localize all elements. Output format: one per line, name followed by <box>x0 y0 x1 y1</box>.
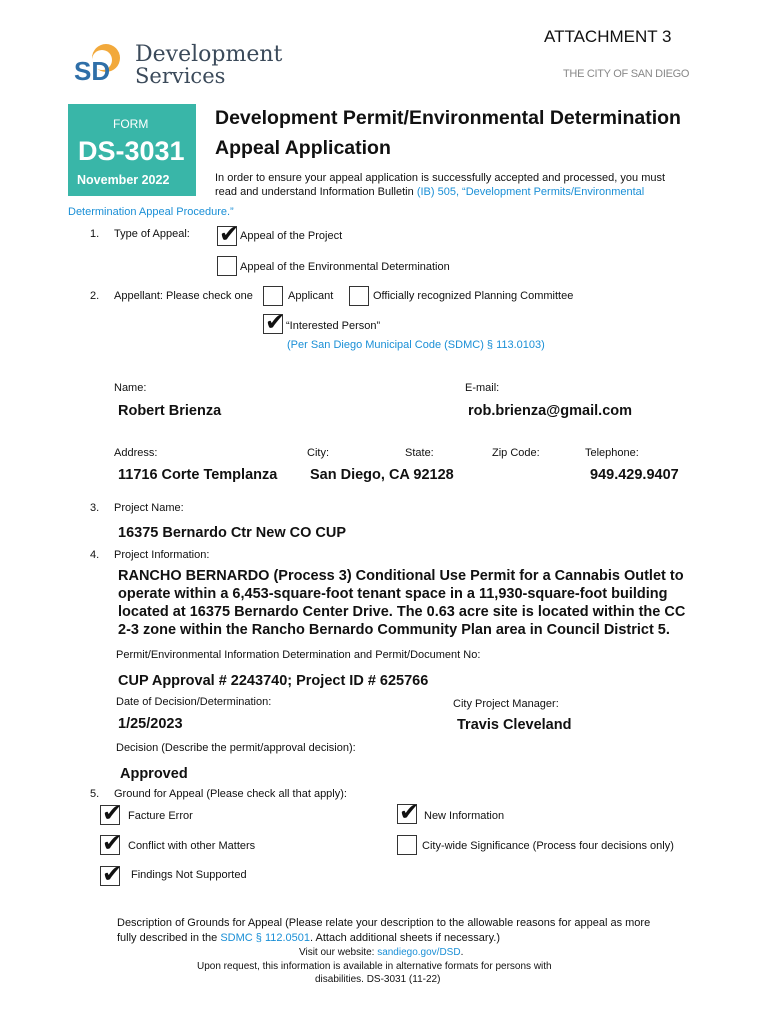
city-label: THE CITY OF SAN DIEGO <box>563 68 690 80</box>
attachment-label: ATTACHMENT 3 <box>544 27 672 46</box>
website-line <box>299 947 463 958</box>
form-box <box>68 104 196 196</box>
planning-committee-checkbox[interactable] <box>349 286 369 306</box>
form-title-line2: Appeal Application <box>215 137 391 159</box>
city-field-label: City: <box>307 447 329 459</box>
grounds-label: Ground for Appeal (Please check all that apply): <box>114 788 347 800</box>
alt-formats-line1: Upon request, this information is available in alternative formats for persons with <box>197 961 552 972</box>
logo-mark: SD <box>74 56 111 86</box>
dsd-website-link[interactable]: sandiego.gov/DSD <box>377 947 461 958</box>
section-4-num: 4. <box>90 549 100 561</box>
facture-error-label: Facture Error <box>128 810 193 822</box>
address-label: Address: <box>114 447 158 459</box>
project-manager-value: Travis Cleveland <box>457 717 572 733</box>
type-of-appeal-label: Type of Appeal: <box>114 228 190 240</box>
permit-value: CUP Approval # 2243740; Project ID # 625766 <box>118 673 429 689</box>
permit-label: Permit/Environmental Information Determination and Permit/Document No: <box>116 649 481 661</box>
project-info-label: Project Information: <box>114 549 210 561</box>
section-2-num: 2. <box>90 290 100 302</box>
decision-date-label: Date of Decision/Determination: <box>116 696 272 708</box>
section-3-num: 3. <box>90 502 100 514</box>
grounds-description-line1: Description of Grounds for Appeal (Please relate your description to the allowable reasons for appeal as more <box>117 917 651 929</box>
zip-label: Zip Code: <box>492 447 540 459</box>
findings-label: Findings Not Supported <box>131 869 247 881</box>
telephone-value: 949.429.9407 <box>590 467 679 483</box>
telephone-label: Telephone: <box>585 447 639 459</box>
intro-line2 <box>215 186 644 198</box>
citywide-label: City-wide Significance (Process four decisions only) <box>422 840 674 852</box>
planning-committee-label: Officially recognized Planning Committee <box>373 290 574 302</box>
appeal-env-checkbox[interactable] <box>217 256 237 276</box>
conflict-label: Conflict with other Matters <box>128 840 256 852</box>
sd-logo <box>72 42 122 88</box>
logo-icon <box>72 42 122 88</box>
applicant-checkbox[interactable] <box>263 286 283 306</box>
appeal-project-label: Appeal of the Project <box>240 230 343 242</box>
decision-value: Approved <box>120 766 188 782</box>
project-manager-label: City Project Manager: <box>453 698 559 710</box>
intro-text: read and understand Information Bulletin <box>215 186 417 198</box>
checkmark-icon: ✔ <box>102 799 123 827</box>
form-label: FORM <box>113 117 149 131</box>
project-info-line2: operate within a 6,453-square-foot tenant space in a 11,930-square-foot building <box>118 586 668 602</box>
name-value: Robert Brienza <box>118 403 222 419</box>
form-date: November 2022 <box>77 173 170 187</box>
email-label: E-mail: <box>465 382 500 394</box>
decision-date-value: 1/25/2023 <box>118 716 183 732</box>
ib505-link-cont[interactable]: Determination Appeal Procedure.” <box>68 206 234 218</box>
section-1-num: 1. <box>90 228 100 240</box>
checkmark-icon: ✔ <box>102 829 123 857</box>
citywide-checkbox[interactable] <box>397 835 417 855</box>
email-value: rob.brienza@gmail.com <box>468 403 633 419</box>
checkmark-icon: ✔ <box>399 798 420 826</box>
project-name-label: Project Name: <box>114 502 184 514</box>
website-text: Visit our website: <box>299 947 378 958</box>
appeal-env-label: Appeal of the Environmental Determination <box>240 261 450 273</box>
appellant-label: Appellant: Please check one <box>114 290 253 302</box>
checkmark-icon: ✔ <box>265 308 286 336</box>
sdmc-112-link[interactable]: SDMC § 112.0501 <box>220 932 311 944</box>
checkmark-icon: ✔ <box>219 220 240 248</box>
logo-text-development: Development <box>135 42 283 67</box>
applicant-label: Applicant <box>288 290 334 302</box>
form-number: DS-3031 <box>78 136 185 166</box>
logo-text-services: Services <box>135 64 226 88</box>
address-value: 11716 Corte Templanza <box>118 467 278 483</box>
ib505-link[interactable]: (IB) 505, “Development Permits/Environmental <box>416 186 645 198</box>
city-state-zip-value: San Diego, CA 92128 <box>310 467 454 483</box>
desc-text-end: . Attach additional sheets if necessary.) <box>310 932 500 944</box>
project-name-value: 16375 Bernardo Ctr New CO CUP <box>118 525 347 541</box>
new-information-label: New Information <box>424 810 505 822</box>
project-info-line4: 2-3 zone within the Rancho Bernardo Community Plan area in Council District 5. <box>118 622 670 638</box>
form-title-line1: Development Permit/Environmental Determination <box>215 107 681 129</box>
alt-formats-line2: disabilities. DS-3031 (11-22) <box>315 974 441 985</box>
checkmark-icon: ✔ <box>102 860 123 888</box>
sdmc-113-link[interactable]: (Per San Diego Municipal Code (SDMC) § 113.0103) <box>287 339 545 351</box>
desc-text: fully described in the <box>117 932 221 944</box>
intro-line1: In order to ensure your appeal application is successfully accepted and processed, you must <box>215 172 666 184</box>
website-period: . <box>460 947 464 958</box>
section-5-num: 5. <box>90 788 100 800</box>
interested-person-label: “Interested Person” <box>286 320 381 332</box>
name-label: Name: <box>114 382 147 394</box>
project-info-line1: RANCHO BERNARDO (Process 3) Conditional Use Permit for a Cannabis Outlet to <box>118 568 684 584</box>
grounds-description-line2 <box>117 932 500 944</box>
project-info-line3: located at 16375 Bernardo Center Drive. The 0.63 acre site is located within the CC <box>118 604 686 620</box>
state-label: State: <box>405 447 434 459</box>
decision-label: Decision (Describe the permit/approval decision): <box>116 742 356 754</box>
